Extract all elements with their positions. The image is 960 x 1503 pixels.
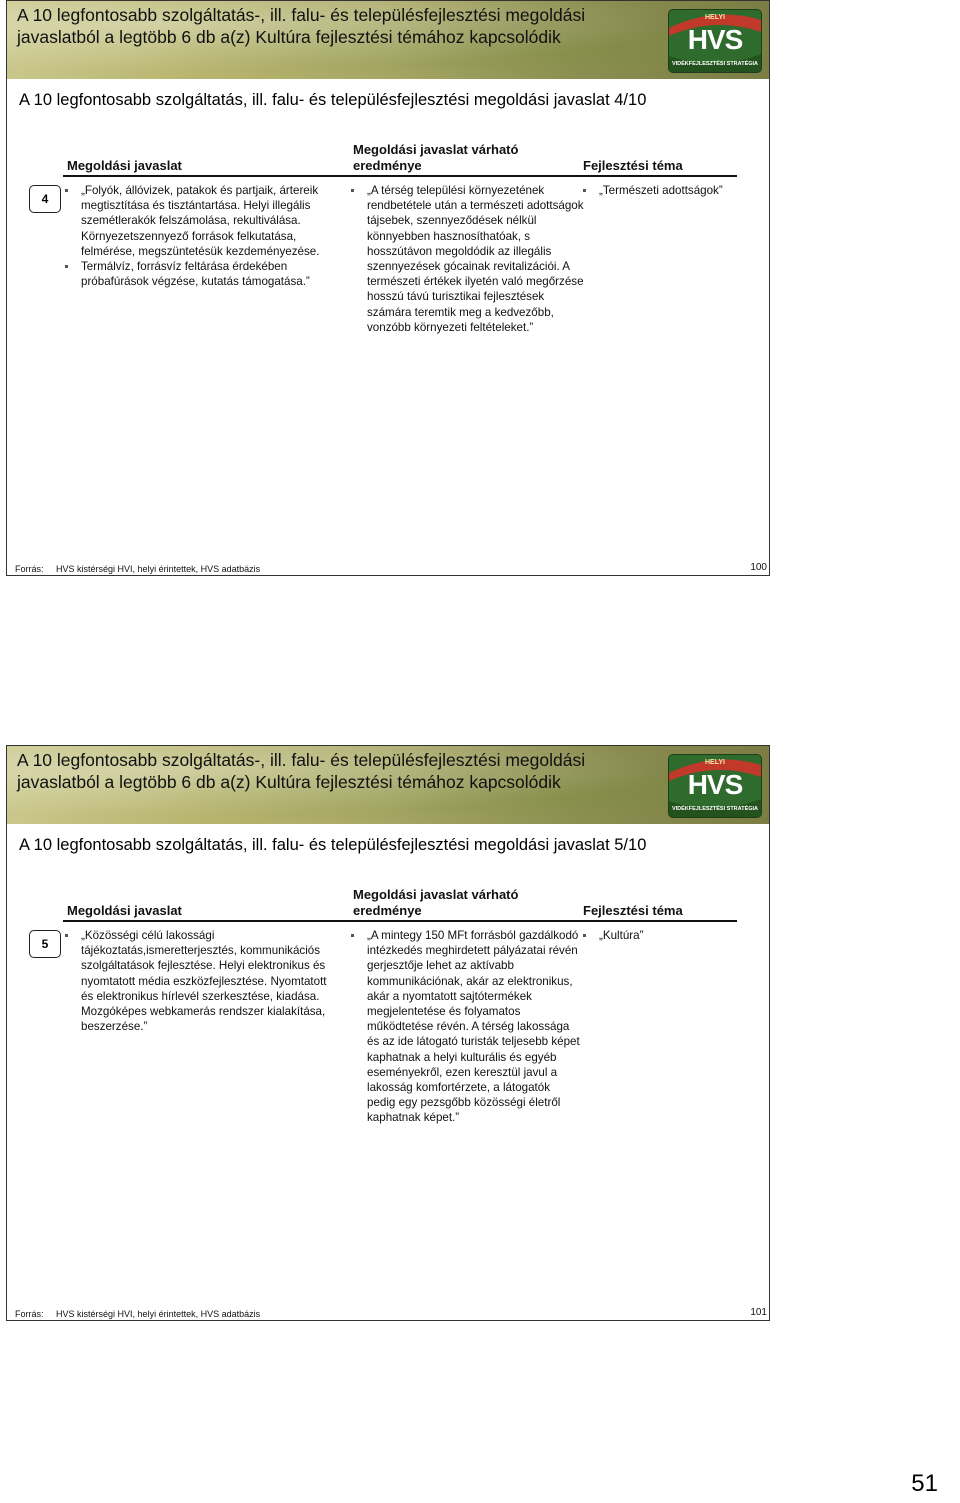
banner-title: A 10 legfontosabb szolgáltatás-, ill. falu- és településfejlesztési megoldási javaslatból a legtöbb 6 db a(z) Kultúra fejlesztési témához kapcsolódik	[17, 750, 586, 792]
topic-text: „Kultúra”	[581, 928, 751, 943]
slide-page-number: 100	[750, 562, 767, 573]
header-divider	[63, 175, 737, 177]
result-text: „A térség települési környezetének rendbetétele után a természeti adottságok tájsebek, szennyeződések nélkül könnyebben hasznosíthatóak, s hosszútávon megoldódik az illegális szennyezések gócainak revitalizációi. A természeti értékek ilyetén való megőrzése hosszú távú turisztikai fejlesztések számára teremtik meg a kedvezőbb, vonzóbb környezeti feltételeket.”	[349, 183, 585, 335]
topic-text: „Természeti adottságok”	[581, 183, 751, 198]
header-divider	[63, 920, 737, 922]
row-number-badge: 5	[29, 930, 61, 958]
source-footer	[15, 564, 260, 574]
slide-100	[6, 0, 770, 576]
logo-bottom-text: VIDÉKFEJLESZTÉSI STRATÉGIA	[671, 806, 759, 812]
slide-subtitle: A 10 legfontosabb szolgáltatás, ill. falu- és településfejlesztési megoldási javaslat 5/10	[19, 836, 647, 854]
solution-item: „Folyók, állóvizek, patakok és partjaik, ártereik megtisztítása és tisztántartása. Helyi illegális szemétlerakók felszámolása, rekultiválása.	[63, 183, 351, 229]
header-result-line2: eredménye	[353, 903, 422, 918]
logo-brand: HVS	[687, 769, 743, 800]
row-number-badge: 4	[29, 185, 61, 213]
header-solution: Megoldási javaslat	[67, 158, 182, 173]
header-result-line1: Megoldási javaslat várható	[353, 887, 519, 902]
source-text: HVS kistérségi HVI, helyi érintettek, HVS adatbázis	[56, 1309, 261, 1319]
banner-title: A 10 legfontosabb szolgáltatás-, ill. falu- és településfejlesztési megoldási javaslatból a legtöbb 6 db a(z) Kultúra fejlesztési témához kapcsolódik	[17, 5, 586, 47]
slide-subtitle: A 10 legfontosabb szolgáltatás, ill. falu- és településfejlesztési megoldási javaslat 4/10	[19, 91, 647, 109]
logo-top-text: HELYI	[705, 14, 725, 21]
topic-column	[581, 183, 751, 198]
solution-column	[63, 183, 351, 289]
header-result-line2: eredménye	[353, 158, 422, 173]
logo-top-text: HELYI	[705, 759, 725, 766]
header-topic: Fejlesztési téma	[583, 903, 683, 918]
header-result	[353, 142, 518, 174]
solution-item: Környezetszennyező források felkutatása, felmérése, megszüntetésük kezdeményezése.	[81, 229, 320, 258]
slide-banner	[7, 1, 769, 79]
result-text: „A mintegy 150 MFt forrásból gazdálkodó intézkedés meghirdetett pályázatai révén gerjesztője lehet az aktívabb kommunikációnak, akár az elektronikus, akár a nyomtatott sajtótermékek megjelentetése és folyamatos működtetése révén. A térség lakossága és az ide látogató turisták teljesebb képet kaphatnak a helyi kulturális és egyéb eseményekről, ezen keresztül javul a lakosság komfortérzete, a látogatók pedig egy pezsgőbb közösségi életről kaphatnak képet.”	[349, 928, 581, 1126]
solution-item: Termálvíz, forrásvíz feltárása érdekében próbafúrások végzése, kutatás támogatása.”	[63, 259, 351, 289]
slide-page-number: 101	[750, 1307, 767, 1318]
solution-item: „Közösségi célú lakossági tájékoztatás,ismeretterjesztés, kommunikációs szolgáltatások fejlesztése. Helyi elektronikus és nyomtatott média eszközfejlesztése. Nyomtatott és elektronikus hírlevél szerkesztése, kiadása. Mozgóképes webkamerás rendszer kialakítása, beszerzése.”	[63, 928, 339, 1034]
source-label: Forrás:	[15, 1309, 44, 1319]
topic-column	[581, 928, 751, 943]
slide-101	[6, 745, 770, 1321]
source-footer	[15, 1309, 260, 1319]
logo-brand: HVS	[687, 24, 743, 55]
header-topic: Fejlesztési téma	[583, 158, 683, 173]
header-result	[353, 887, 518, 919]
header-result-line1: Megoldási javaslat várható	[353, 142, 519, 157]
source-text: HVS kistérségi HVI, helyi érintettek, HVS adatbázis	[56, 564, 261, 574]
header-solution: Megoldási javaslat	[67, 903, 182, 918]
result-column	[349, 183, 585, 335]
document-page-number: 51	[911, 1470, 938, 1497]
logo-bottom-text: VIDÉKFEJLESZTÉSI STRATÉGIA	[671, 61, 759, 67]
result-column	[349, 928, 581, 1126]
slide-banner	[7, 746, 769, 824]
solution-column	[63, 928, 339, 1034]
source-label: Forrás:	[15, 564, 44, 574]
hvs-logo	[669, 755, 761, 817]
hvs-logo	[669, 10, 761, 72]
